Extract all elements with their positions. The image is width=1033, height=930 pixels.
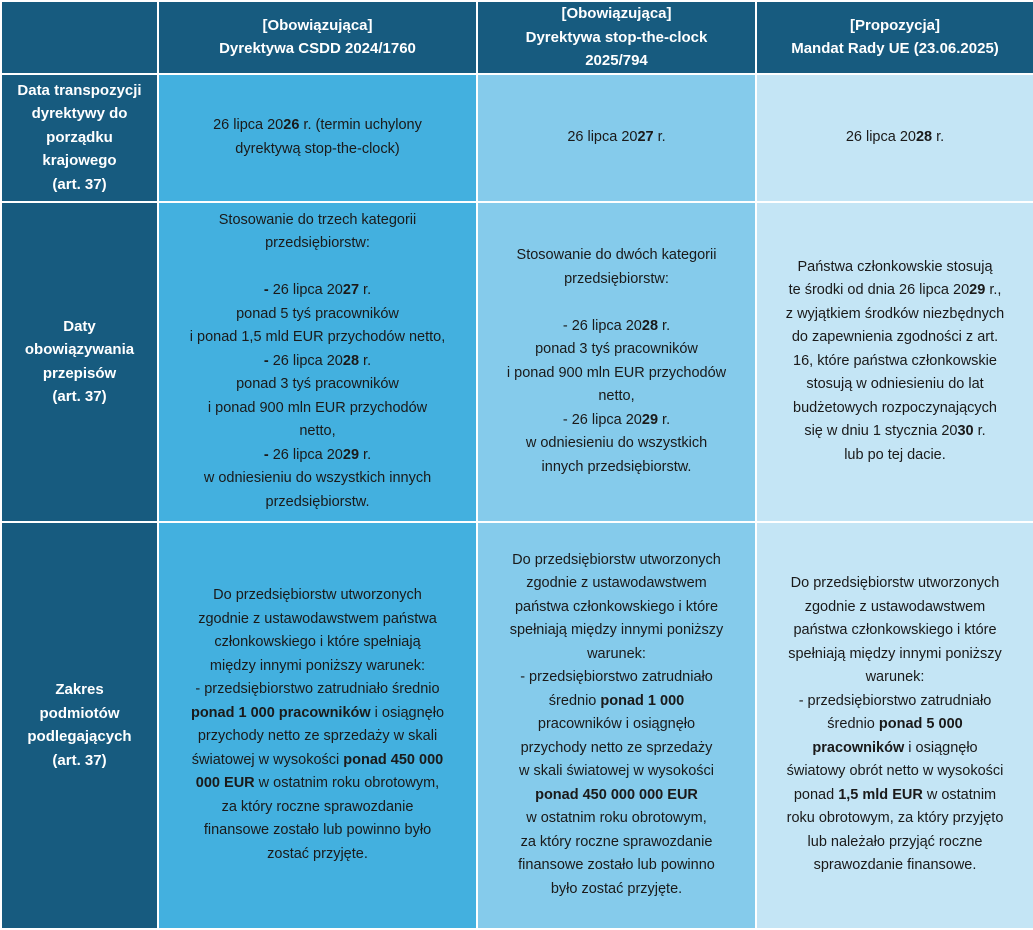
text-line (484, 409, 749, 433)
text-line (165, 350, 470, 374)
text-segment: Stosowanie do dwóch kategorii (516, 247, 717, 263)
text-segment: ponad 3 tyś pracowników (236, 376, 399, 393)
text-line (165, 819, 470, 843)
text-segment: za który roczne sprawozdanie (520, 833, 713, 850)
text-segment: r. (653, 128, 666, 145)
text-line (165, 584, 470, 608)
text-segment: netto, (299, 423, 336, 440)
text-line (763, 256, 1027, 280)
cell-csdd (158, 202, 477, 522)
header-row (1, 1, 1033, 74)
text-line (484, 244, 749, 268)
text-segment: w odniesieniu do wszystkich innych (203, 470, 432, 487)
text-segment: z wyjątkiem środków niezbędnych (785, 305, 1005, 322)
text-segment: - przedsiębiorstwo zatrudniało (520, 669, 713, 686)
text-line (165, 678, 470, 702)
text-segment: państwa członkowskiego i które (514, 598, 719, 615)
header-corner (1, 1, 158, 74)
text-segment: stosują w odniesieniu do lat (806, 376, 984, 393)
text-segment: warunek: (587, 645, 646, 662)
text-segment: przychody netto ze sprzedaży w skali (197, 728, 438, 744)
text-segment: spełniają między innymi poniższy (509, 622, 724, 639)
text-line (484, 572, 749, 596)
text-segment: r. (359, 446, 372, 463)
text-line (165, 232, 470, 256)
text-segment: - 26 lipca 20 (562, 317, 642, 334)
text-segment: netto, (598, 388, 635, 404)
row-label (1, 522, 158, 929)
text-segment: w ostatnim (922, 786, 997, 803)
text-segment: 26 lipca 20 (272, 282, 343, 299)
text-line (165, 702, 470, 726)
text-line (165, 138, 470, 162)
text-line (484, 596, 749, 620)
text-segment: w ostatnim roku obrotowym, (526, 810, 707, 827)
text-segment: przedsiębiorstw: (564, 270, 669, 287)
text-line: (art. 37) (52, 175, 107, 193)
text-line: Daty (63, 317, 96, 335)
text-line (484, 291, 749, 315)
text-line: Dyrektywa CSDD 2024/1760 (219, 40, 416, 58)
text-line (484, 456, 749, 480)
text-segment: finansowe zostało lub powinno było (203, 822, 432, 838)
text-line (484, 807, 749, 831)
bold-text: 29 (641, 411, 659, 428)
text-line (484, 126, 749, 150)
bold-text: 1,5 mld EUR (838, 786, 923, 803)
text-line (165, 326, 470, 350)
text-segment: 26 lipca 20 (213, 117, 284, 133)
text-segment: dyrektywą stop-the-clock) (235, 140, 400, 157)
text-segment: te środki od dnia 26 lipca 20 (788, 282, 970, 299)
text-line: (art. 37) (52, 751, 107, 769)
cell-council-mandate (756, 522, 1033, 929)
text-line (165, 373, 470, 397)
text-line: obowiązywania (24, 341, 135, 358)
table-row-scope (1, 522, 1033, 929)
cell-stop-the-clock (477, 522, 756, 929)
text-segment: i osiągnęło (904, 739, 978, 756)
text-line (763, 690, 1027, 714)
text-segment: 26 lipca 20 (272, 352, 343, 369)
text-segment: ponad 5 tyś pracowników (236, 305, 399, 322)
text-line (763, 420, 1027, 444)
text-line (484, 666, 749, 690)
text-line (763, 784, 1027, 808)
text-segment: zostać przyjęte. (267, 845, 368, 862)
table-row-transposition (1, 74, 1033, 202)
text-line (165, 655, 470, 679)
text-segment: średnio (548, 692, 601, 709)
text-segment: przychody netto ze sprzedaży (520, 739, 713, 756)
bold-text: 30 (957, 423, 974, 440)
text-line (165, 608, 470, 632)
text-segment: i osiągnęło (370, 704, 445, 721)
text-line (763, 619, 1027, 643)
text-line (484, 315, 749, 339)
text-segment: lub po tej dacie. (844, 446, 946, 463)
bold-text: 29 (969, 282, 986, 299)
cell-council-mandate (756, 74, 1033, 202)
text-line (484, 878, 749, 902)
text-segment: było zostać przyjęte. (550, 880, 683, 897)
text-line (484, 690, 749, 714)
cell-csdd (158, 522, 477, 929)
cell-council-mandate (756, 202, 1033, 522)
text-line (165, 397, 470, 421)
text-segment: - przedsiębiorstwo zatrudniało średnio (195, 681, 440, 697)
text-line (165, 444, 470, 468)
text-segment: Państwa członkowskie stosują (797, 258, 993, 275)
header-council-mandate (756, 1, 1033, 74)
cell-stop-the-clock (477, 202, 756, 522)
text-line (484, 737, 749, 761)
text-line (165, 279, 470, 303)
text-line (763, 444, 1027, 468)
text-segment: 26 lipca 20 (272, 446, 343, 463)
text-line (763, 397, 1027, 421)
text-line: Dyrektywa stop-the-clock (525, 28, 708, 46)
text-line: [Obowiązująca] (262, 16, 373, 34)
text-line (763, 831, 1027, 855)
bold-text: 000 EUR (195, 775, 255, 791)
text-segment: światowej w wysokości (191, 751, 344, 768)
text-line (763, 737, 1027, 761)
text-segment: się w dniu 1 stycznia 20 (804, 423, 958, 440)
table-row-application-dates (1, 202, 1033, 522)
text-line (763, 126, 1027, 150)
text-segment: Stosowanie do trzech kategorii (218, 211, 417, 228)
text-line (165, 631, 470, 655)
text-line (165, 843, 470, 867)
text-segment: do zapewnienia zgodności z art. (791, 329, 999, 346)
bold-text: 26 (283, 117, 300, 133)
text-segment: za który roczne sprawozdanie (221, 798, 414, 815)
text-line (165, 772, 470, 796)
text-segment: średnio (827, 716, 879, 733)
text-segment: pracowników i osiągnęło (537, 716, 696, 733)
text-line: (art. 37) (52, 388, 107, 405)
text-line (763, 643, 1027, 667)
bold-text: 27 (637, 128, 654, 145)
text-segment: r. (359, 282, 372, 299)
row-label (1, 202, 158, 522)
text-segment: warunek: (865, 669, 925, 686)
text-line (165, 796, 470, 820)
bold-text: - (263, 446, 273, 463)
text-line (763, 373, 1027, 397)
text-line (165, 467, 470, 491)
text-segment: w skali światowej w wysokości (519, 763, 714, 780)
text-line (484, 432, 749, 456)
text-line (484, 854, 749, 878)
text-segment: ponad (793, 786, 839, 803)
text-segment: - 26 lipca 20 (562, 411, 642, 428)
text-segment: zgodnie z ustawodawstwem (804, 598, 986, 615)
text-segment: lub należało przyjąć roczne (807, 833, 983, 850)
text-line (165, 209, 470, 233)
text-line: [Obowiązująca] (561, 5, 672, 22)
text-segment: światowy obrót netto w wysokości (786, 763, 1004, 780)
header-csdd (158, 1, 477, 74)
header-stop-the-clock (477, 1, 756, 74)
text-segment: i ponad 1,5 mld EUR przychodów netto, (189, 329, 446, 346)
cell-csdd (158, 74, 477, 202)
row-label (1, 74, 158, 202)
text-segment: r. (658, 317, 671, 334)
text-line: Mandat Rady UE (23.06.2025) (791, 40, 999, 58)
text-segment: r. (932, 128, 945, 145)
text-line (484, 549, 749, 573)
text-line (763, 572, 1027, 596)
text-line (484, 784, 749, 808)
text-segment: między innymi poniższy warunek: (209, 657, 426, 674)
text-line (165, 749, 470, 773)
text-line (484, 338, 749, 362)
text-line (763, 854, 1027, 878)
text-line (763, 303, 1027, 327)
text-segment: w ostatnim roku obrotowym, (254, 775, 440, 791)
text-segment: innych przedsiębiorstw. (541, 458, 692, 475)
text-line (484, 713, 749, 737)
text-line (763, 350, 1027, 374)
text-line: Data transpozycji (17, 81, 142, 99)
text-segment: w odniesieniu do wszystkich (525, 435, 708, 451)
text-line (165, 420, 470, 444)
text-segment: i ponad 900 mln EUR przychodów (207, 399, 428, 416)
text-line (165, 725, 470, 749)
text-line (763, 760, 1027, 784)
text-segment: 16, które państwa członkowskie (793, 352, 997, 369)
text-segment: r. (658, 411, 671, 428)
text-segment: Do przedsiębiorstw utworzonych (512, 551, 721, 568)
text-line (165, 303, 470, 327)
text-line: [Propozycja] (849, 16, 940, 34)
text-segment: Do przedsiębiorstw utworzonych (213, 587, 422, 603)
bold-text: ponad 5 000 (878, 716, 963, 733)
bold-text: ponad 450 000 000 EUR (535, 786, 698, 803)
text-line (484, 362, 749, 386)
cell-stop-the-clock (477, 74, 756, 202)
text-line (165, 491, 470, 515)
text-line (763, 326, 1027, 350)
bold-text: 28 (915, 128, 933, 145)
text-line (763, 596, 1027, 620)
text-line: 2025/794 (585, 52, 648, 69)
bold-text: pracowników (812, 739, 905, 756)
text-segment: finansowe zostało lub powinno (518, 857, 715, 874)
text-segment: zgodnie z ustawodawstwem (526, 575, 707, 592)
text-line: podlegających (27, 728, 132, 745)
text-segment: roku obrotowym, za który przyjęto (786, 810, 1004, 827)
text-line (763, 666, 1027, 690)
text-line (484, 760, 749, 784)
text-line (165, 114, 470, 138)
text-segment: r. (973, 423, 986, 440)
text-segment: ponad 3 tyś pracowników (535, 341, 698, 357)
text-segment: państwa członkowskiego i które (793, 622, 997, 639)
text-segment: 26 lipca 20 (845, 128, 916, 145)
text-line (484, 385, 749, 409)
bold-text: - (263, 282, 273, 299)
text-segment: budżetowych rozpoczynających (793, 399, 997, 416)
text-segment: zgodnie z ustawodawstwem państwa (198, 610, 437, 627)
text-line (165, 256, 470, 280)
text-line (484, 268, 749, 292)
text-line (763, 279, 1027, 303)
text-segment: sprawozdanie finansowe. (813, 857, 977, 874)
text-line (484, 619, 749, 643)
text-line (484, 831, 749, 855)
text-segment: - przedsiębiorstwo zatrudniało (798, 692, 992, 709)
text-line: porządku (46, 128, 113, 146)
text-segment: członkowskiego i które spełniają (214, 634, 421, 650)
bold-text: 28 (641, 317, 659, 334)
text-segment: spełniają między innymi poniższy (788, 645, 1002, 662)
text-segment: r. (termin uchylony (299, 117, 422, 133)
text-line: podmiotów (39, 704, 120, 722)
bold-text: ponad 1 000 pracowników (190, 704, 371, 721)
bold-text: 28 (342, 352, 360, 369)
text-segment: r. (359, 352, 372, 369)
text-line (763, 713, 1027, 737)
text-line: dyrektywy do (31, 105, 128, 123)
text-line (484, 643, 749, 667)
text-segment: i ponad 900 mln EUR przychodów (506, 364, 727, 381)
text-segment: Do przedsiębiorstw utworzonych (790, 575, 1000, 592)
text-segment: r., (985, 282, 1002, 299)
text-line: krajowego (42, 152, 117, 170)
text-segment: 26 lipca 20 (567, 128, 638, 145)
text-line (763, 807, 1027, 831)
text-line: przepisów (42, 364, 117, 382)
text-segment: przedsiębiorstw: (265, 235, 370, 252)
bold-text: 27 (342, 282, 360, 299)
bold-text: - (263, 352, 273, 369)
text-segment: przedsiębiorstw. (265, 493, 370, 510)
bold-text: ponad 1 000 (600, 692, 685, 709)
text-line: Zakres (55, 681, 104, 698)
bold-text: 29 (342, 446, 360, 463)
bold-text: ponad 450 000 (343, 751, 444, 768)
